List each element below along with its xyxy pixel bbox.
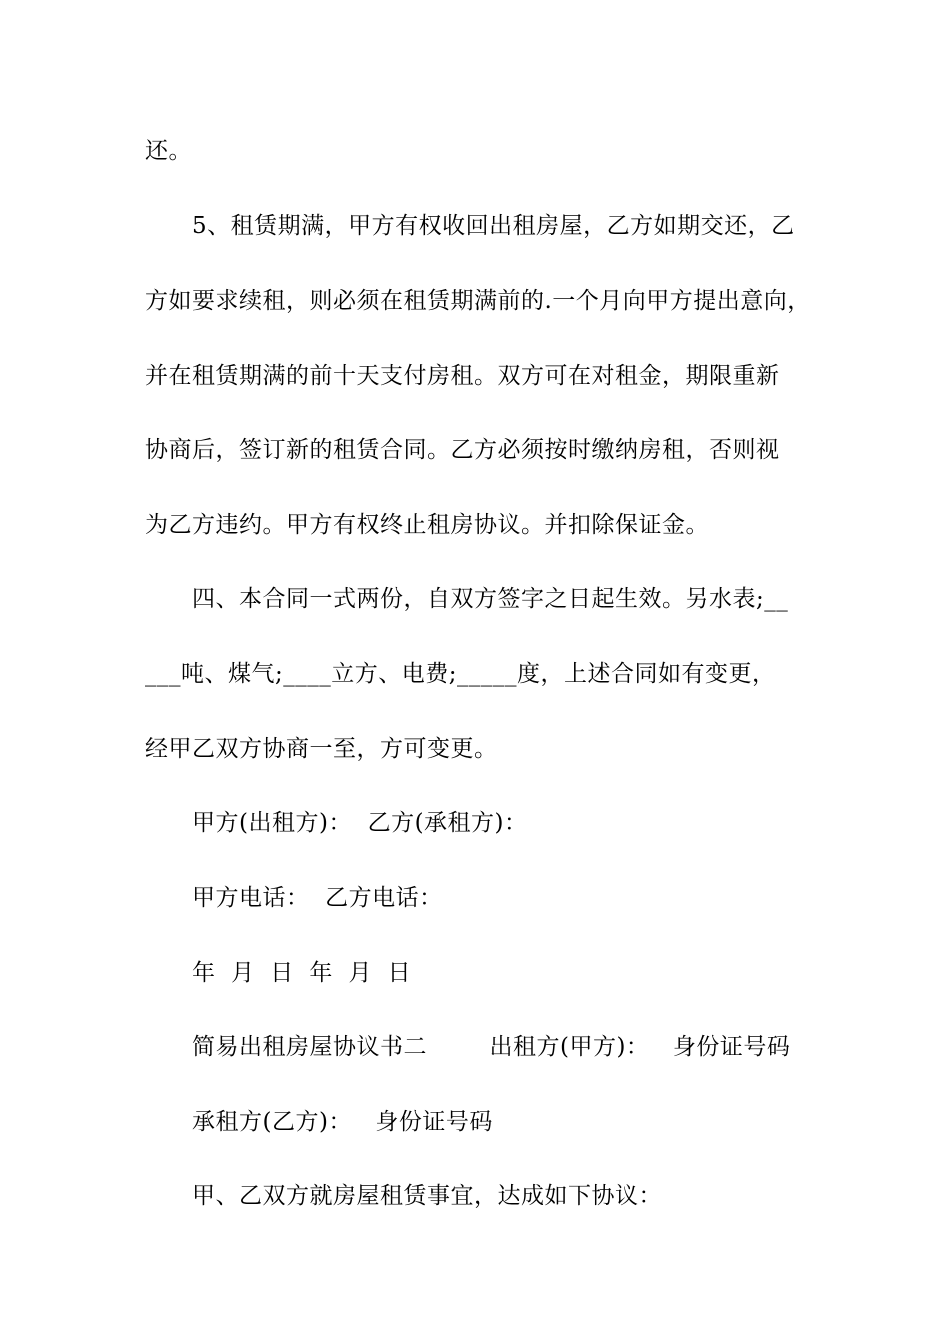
- paragraph-line: 5、租赁期满，甲方有权收回出租房屋，乙方如期交还，乙: [192, 213, 795, 239]
- paragraph-line: 还。: [145, 138, 192, 164]
- paragraph-line: ___吨、煤气;____立方、电费;_____度，上述合同如有变更，: [145, 661, 776, 687]
- paragraph-line: 四、本合同一式两份，自双方签字之日起生效。另水表;__: [192, 586, 789, 612]
- paragraph-line: 为乙方违约。甲方有权终止租房协议。并扣除保证金。: [145, 512, 709, 538]
- paragraph-line: 经甲乙双方协商一至，方可变更。: [145, 736, 498, 762]
- section-title-line: 简易出租房屋协议书二 出租方(甲方)： 身份证号码: [192, 1034, 791, 1060]
- paragraph-line: 甲、乙双方就房屋租赁事宜，达成如下协议：: [192, 1183, 662, 1209]
- paragraph-line: 方如要求续租，则必须在租赁期满前的.一个月向甲方提出意向，: [145, 288, 811, 314]
- paragraph-line: 并在租赁期满的前十天支付房租。双方可在对租金，期限重新: [145, 363, 780, 389]
- phone-line: 甲方电话： 乙方电话：: [192, 885, 443, 911]
- paragraph-line: 承租方(乙方)： 身份证号码: [192, 1109, 493, 1135]
- paragraph-line: 协商后，签订新的租赁合同。乙方必须按时缴纳房租，否则视: [145, 437, 780, 463]
- signature-party-line: 甲方(出租方)： 乙方(承租方)：: [192, 810, 528, 836]
- date-line: 年 月 日 年 月 日: [192, 960, 412, 986]
